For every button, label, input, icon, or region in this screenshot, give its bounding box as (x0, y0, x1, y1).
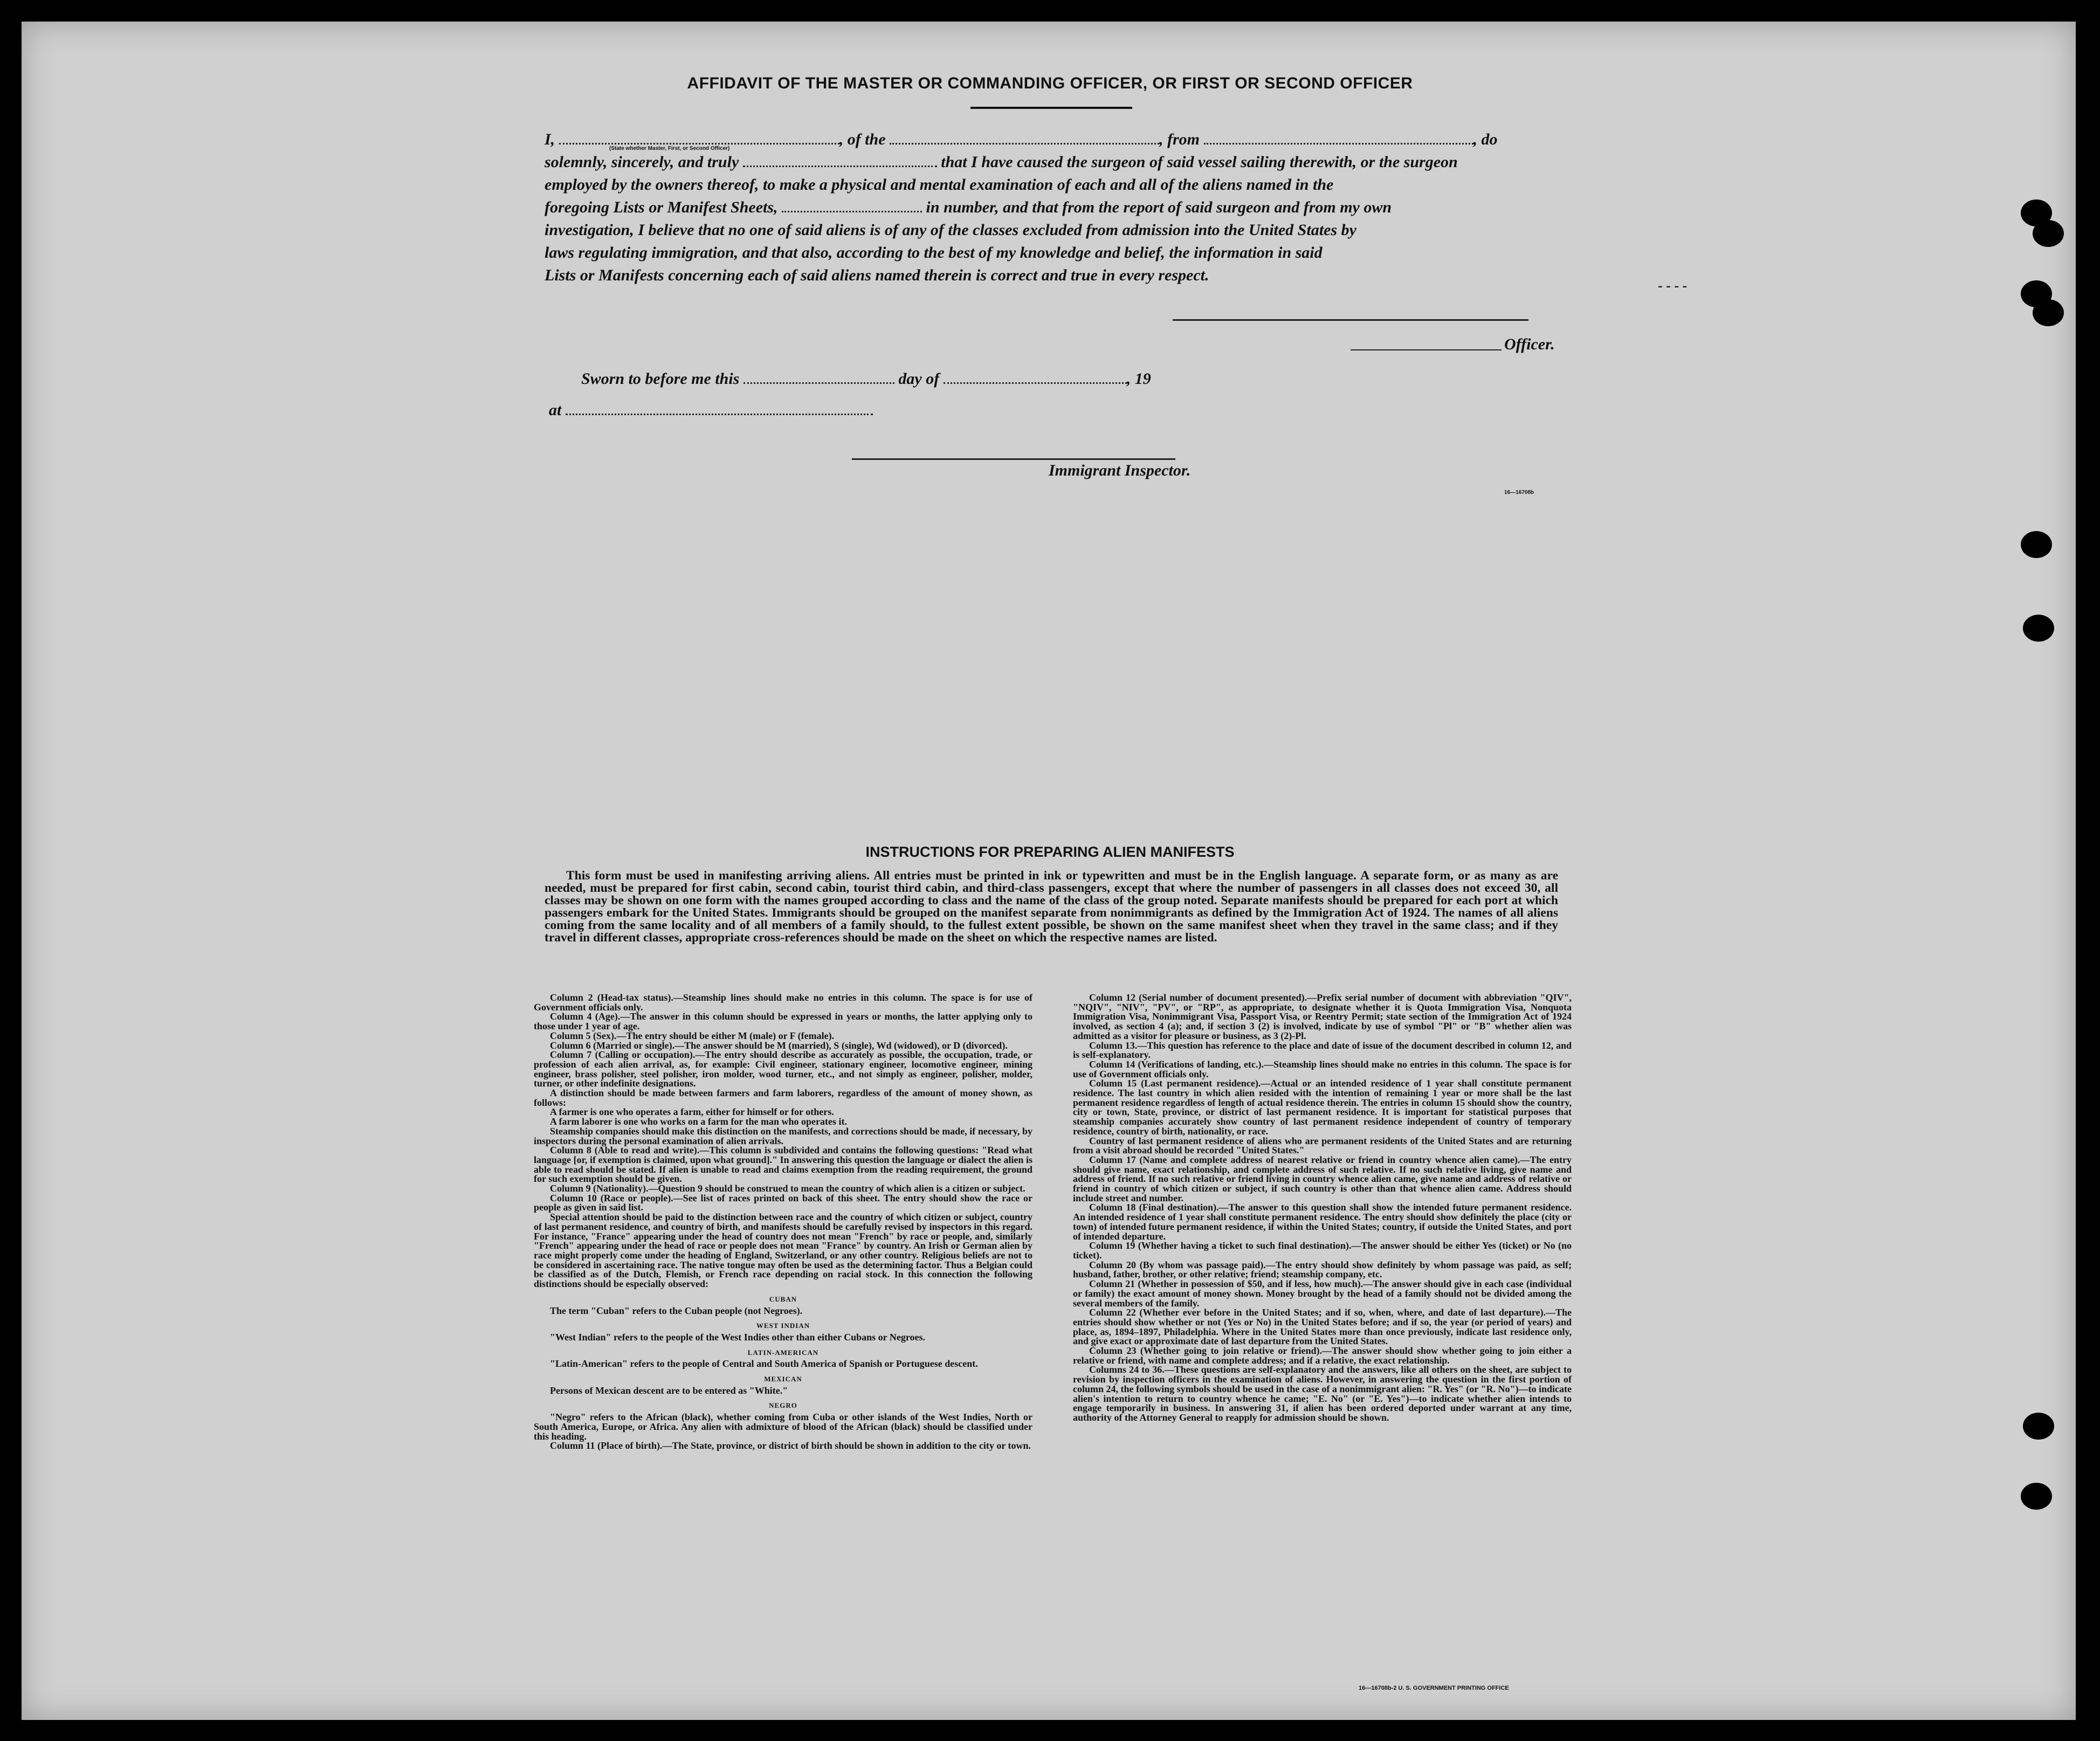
left-para: Column 10 (Race or people).—See list of races printed on back of this sheet. The entry should show the race or people as given in said list. (534, 1192, 1032, 1213)
at-place-field[interactable] (566, 401, 873, 415)
signature-line-2[interactable] (1351, 349, 1502, 350)
latin-american-heading: LATIN-AMERICAN (747, 1348, 819, 1357)
left-para: Column 5 (Sex).—The entry should be either M (male) or F (female). (550, 1030, 835, 1041)
do-label: , do (1473, 130, 1498, 148)
binder-hole-8 (2021, 1483, 2052, 1510)
mexican-text: Persons of Mexican descent are to be entered as "White." (550, 1385, 788, 1396)
affidavit-line-1 (545, 128, 1876, 151)
left-para: Special attention should be paid to the distinction between race and the country of which citizen or subject, country of last permanent residence, and country of birth, and manifests should be carefully revised by inspectors in this regard. For instance, "France" appearing under the head of country does not mean "French" by race or people, and, similarly "French" appearing under the head of race or people does not mean "France" by country. An Irish or German alien by race might properly come under the heading of England, Switzerland, or any other country. Religious beliefs are not to be considered in ascertaining race. The native tongue may often be used as the determining factor. Thus a Belgian could be classified as of the Dutch, Flemish, or French race depending on racial stock. In this connection the following distinctions should be especially observed: (534, 1212, 1032, 1290)
signature-line-1[interactable] (1173, 319, 1528, 321)
binder-hole-6 (2023, 615, 2054, 642)
form-code: 16—16708b (1504, 490, 1534, 496)
of-the-label: , of the (839, 130, 886, 148)
west-indian-text: "West Indian" refers to the people of the West Indies other than either Cubans or Negroes. (550, 1331, 925, 1343)
left-para: A distinction should be made between farmers and farm laborers, regardless of the amount of money shown, as follows: (534, 1088, 1032, 1108)
line4-a: foregoing Lists or Manifest Sheets, (545, 198, 778, 216)
sworn-line (581, 368, 1913, 390)
count-field[interactable] (782, 198, 922, 212)
right-para: Column 18 (Final destination).—The answer to this question shall show the intended future permanent residence. An intended residence of 1 year shall constitute permanent residence. The entry should show definitely the place (city or town) of intended future permanent residence, if within the United States; country, if outside the United States, and port of intended departure. (1073, 1202, 1572, 1242)
left-para: A farmer is one who operates a farm, either for himself or for others. (550, 1106, 834, 1118)
left-para: Column 8 (Able to read and write).—This column is subdivided and contains the following questions: "Read what language [or, if exemption is claimed, upon what ground]." In answering this question the language or dialect the alien is able to read should be stated. If alien is unable to read and claims exemption from the reading requirement, the ground for such exemption should be given. (534, 1145, 1032, 1185)
printing-office-footer: 16—16708b-2 U. S. GOVERNMENT PRINTING OFFICE (1359, 1685, 1509, 1691)
name-field[interactable] (743, 153, 937, 167)
from-label: , from (1159, 130, 1200, 148)
at-line (549, 399, 1881, 422)
sworn-c: , 19 (1126, 370, 1151, 388)
affidavit-line-4 (545, 196, 1876, 219)
instructions-title: INSTRUCTIONS FOR PREPARING ALIEN MANIFESTS (865, 844, 1235, 860)
right-para: Column 19 (Whether having a ticket to such final destination).—The answer should be either Yes (ticket) or No (no ticket). (1073, 1240, 1572, 1261)
binder-hole-4 (2033, 299, 2064, 326)
negro-text: "Negro" refers to the African (black), whether coming from Cuba or other islands of the West Indies, North or South America, Europe, or Africa. Any alien with admixture of blood of the African (black) should be classified under this heading. (534, 1412, 1032, 1442)
right-para: Column 13.—This question has reference to the place and date of issue of the document described in column 12, and is self-explanatory. (1073, 1040, 1572, 1061)
right-para: Column 17 (Name and complete address of nearest relative or friend in country whence alien came).—The entry should give name, exact relationship, and complete address of such relative. If no such relative living, give name and address of friend. If no such relative or friend living in country whence alien came, give name and address of relative or friend in country of which citizen or subject, if such country is other than that whence alien came. Address should include street and number. (1073, 1154, 1572, 1203)
title-rule (970, 107, 1132, 109)
mexican-heading: MEXICAN (764, 1375, 802, 1384)
left-para: Column 2 (Head-tax status).—Steamship lines should make no entries in this column. The space is for use of Government officials only. (534, 992, 1032, 1013)
left-para: Column 9 (Nationality).—Question 9 should be construed to mean the country of which alien is a citizen or subject. (550, 1183, 1025, 1194)
left-para: Column 4 (Age).—The answer in this column should be expressed in years or months, the latter applying only to those under 1 year of age. (534, 1011, 1032, 1032)
affidavit-line-3: employed by the owners thereof, to make a physical and mental examination of each and all of the aliens named in the (545, 176, 1334, 194)
left-para: A farm laborer is one who works on a farm for the man who operates it. (550, 1116, 847, 1127)
instructions-right-column (1073, 993, 1572, 1423)
negro-heading: NEGRO (769, 1401, 797, 1410)
right-para: Country of last permanent residence of aliens who are permanent residents of the United States and are returning from a visit abroad should be recorded "United States." (1073, 1135, 1572, 1156)
officer-rank-field[interactable] (559, 130, 839, 144)
i-label: I, (545, 130, 555, 148)
affidavit-line-7: Lists or Manifests concerning each of said aliens named therein is correct and true in every respect. (545, 266, 1209, 284)
affidavit-title: AFFIDAVIT OF THE MASTER OR COMMANDING OFFICER, OR FIRST OR SECOND OFFICER (687, 74, 1413, 92)
left-para: Column 7 (Calling or occupation).—The entry should describe as accurately as possible, the occupation, trade, or profession of each alien arrival, as, for example: Civil engineer, stationary engineer, locomotive engineer, mining engineer, brass polisher, steel polisher, iron molder, wood turner, etc., and not simply as engineer, polisher, molder, turner, or other indefinite designations. (534, 1049, 1032, 1089)
right-para: Column 21 (Whether in possession of $50, and if less, how much).—The answer should give in each case (individual or family) the exact amount of money shown. Money brought by the head of a family should not be divided among the several members of the family. (1073, 1278, 1572, 1309)
at-label: at (549, 401, 562, 419)
sworn-a: Sworn to before me this (581, 370, 740, 388)
sworn-day-field[interactable] (743, 369, 894, 384)
affidavit-line-2 (545, 151, 1876, 174)
line2-b: that I have caused the surgeon of said vessel sailing therewith, or the surgeon (941, 153, 1458, 171)
column-11-text: Column 11 (Place of birth).—The State, province, or district of birth should be shown in addition to the city or town. (550, 1440, 1031, 1451)
sworn-month-field[interactable] (944, 369, 1127, 384)
binder-hole-2 (2033, 220, 2064, 247)
right-para: Column 20 (By whom was passage paid).—The entry should show definitely by whom passage was paid, as self; husband, father, brother, or other relative; friend; steamship company, etc. (1073, 1259, 1572, 1280)
cuban-heading: CUBAN (769, 1295, 797, 1303)
affidavit-line-6: laws regulating immigration, and that also, according to the best of my knowledge and belief, the information in said (545, 244, 1323, 262)
pen-mark: - - - - (1658, 278, 1688, 293)
line2-a: solemnly, sincerely, and truly (545, 153, 739, 171)
left-para: Steamship companies should make this distinction on the manifests, and corrections should be made, if necessary, by inspectors during the personal examination of alien arrivals. (534, 1125, 1032, 1146)
west-indian-heading: WEST INDIAN (756, 1322, 810, 1330)
line4-b: in number, and that from the report of said surgeon and from my own (926, 198, 1392, 216)
binder-hole-5 (2021, 531, 2052, 558)
left-para: Column 6 (Married or single).—The answer should be M (married), S (single), Wd (widowed), or D (divorced). (550, 1040, 1008, 1051)
vessel-name-field[interactable] (890, 130, 1159, 144)
binder-hole-7 (2023, 1413, 2054, 1440)
port-from-field[interactable] (1204, 130, 1474, 144)
right-para: Column 14 (Verifications of landing, etc.).—Steamship lines should make no entries in this column. The space is for use of Government officials only. (1073, 1058, 1572, 1079)
cuban-text: The term "Cuban" refers to the Cuban people (not Negroes). (550, 1305, 803, 1316)
right-para: Column 15 (Last permanent residence).—Actual or an intended residence of 1 year shall constitute permanent residence. The last country in which alien resided with the intention of remaining 1 year or more shall be the last permanent residence regardless of length of actual residence therein. The entries in column 15 should show the country, city or town, State, province, or district of last permanent residence. It is important for statistical purposes that steamship companies accurately show country of last permanent residence independent of country of temporary residence, country of birth, nationality, or race. (1073, 1078, 1572, 1137)
right-para: Columns 24 to 36.—These questions are self-explanatory and the answers, like all others on the sheet, are subject to revision by inspection officers in the examination of aliens. However, in answering the question in the first portion of column 24, the following symbols should be used in the case of a nonimmigrant alien: "R. Yes" (or "R. No")—to indicate alien's intention to return to country whence he came; "E. No" (or "E. Yes")—to indicate whether alien intends to engage temporarily in business. In answering 31, if alien has been ordered deported under warrant at any time, authority of the Attorney General to reapply for admission should be shown. (1073, 1364, 1572, 1423)
inspector-label: Immigrant Inspector. (1049, 462, 1191, 479)
right-para: Column 22 (Whether ever before in the United States; and if so, when, where, and date of last departure).—The entries should show whether or not (Yes or No) in the United States before; and if so, the year (or period of years) and place, as, 1894–1897, Philadelphia. Where in the United States more than once previously, indicate last residence only, and give exact or approximate date of last departure from the United States. (1073, 1307, 1572, 1347)
affidavit-line-5: investigation, I believe that no one of said aliens is of any of the classes excluded from admission into the United States by (545, 221, 1357, 239)
officer-label: Officer. (1504, 335, 1555, 353)
latin-american-text: "Latin-American" refers to the people of Central and South America of Spanish or Portuguese descent. (550, 1358, 978, 1370)
master-note: (State whether Master, First, or Second Officer) (609, 146, 730, 152)
instructions-intro: This form must be used in manifesting arriving aliens. All entries must be printed in ink or typewritten and must be in the English language. A separate form, or as many as are needed, must be prepared for first cabin, second cabin, tourist third cabin, and third-class passengers, except that where the number of passengers in all classes does not exceed 30, all classes may be shown on one form with the names grouped according to class and the name of the class of the group noted. Separate manifests should be prepared for each port at which passengers embark for the United States. Immigrants should be grouped on the manifest separate from nonimmigrants as defined by the Immigration Act of 1924. The names of all aliens coming from the same locality and of all members of a family should, to the fullest extent possible, be shown on the same manifest sheet when they travel in the same class; and if they travel in different classes, appropriate cross-references should be made on the sheet on which the respective names are listed. (545, 869, 1558, 945)
sworn-b: day of (898, 370, 940, 388)
instructions-left-column (534, 993, 1032, 1451)
right-para: Column 23 (Whether going to join relative or friend).—The answer should show whether going to join either a relative or friend, with name and complete address; and if a relative, the exact relationship. (1073, 1345, 1572, 1366)
inspector-signature-line[interactable] (852, 458, 1175, 460)
right-para: Column 12 (Serial number of document presented).—Prefix serial number of document with abbreviation "QIV", "NQIV", "NIV", "PV", or "RP", as appropriate, to designate whether it is Quota Immigration Visa, Nonquota Immigration Visa, Nonimmigrant Visa, Passport Visa, or Reentry Permit; state section of the Immigration Act of 1924 involved, as section 4 (a); and, if section 3 (2) is involved, indicate by use of symbol "Pl" or "B" whether alien was admitted as a visitor for pleasure or business, as 3 (2)-Pl. (1073, 992, 1572, 1041)
